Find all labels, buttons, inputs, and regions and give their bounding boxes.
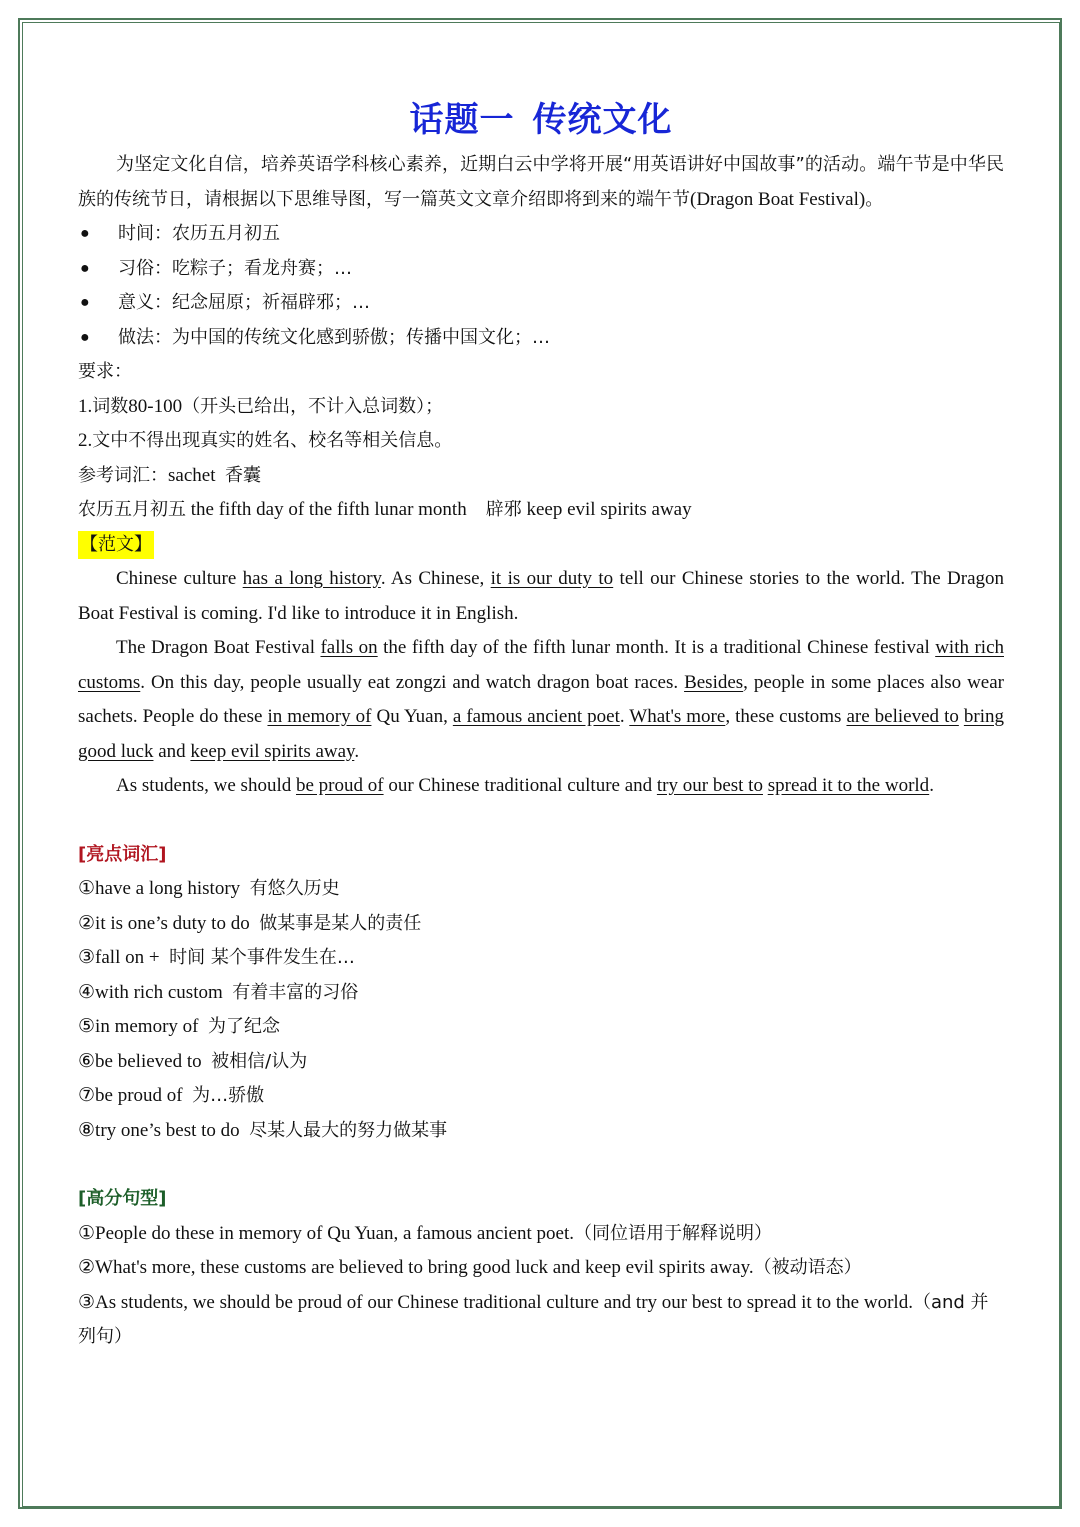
- essay-text: .: [929, 775, 934, 796]
- item-cn: 为…骄傲: [192, 1085, 265, 1106]
- vocab-cn: 农历五月初五: [78, 499, 186, 520]
- bullet-icon: ●: [80, 259, 90, 277]
- item-cn: （被动语态）: [753, 1257, 862, 1278]
- vocab-label: 参考词汇：: [78, 464, 168, 486]
- list-item: [78, 286, 1004, 321]
- title-part2: 传统文化: [532, 100, 673, 140]
- essay-highlight: bring good luck: [78, 706, 1004, 762]
- essay-text: As students, we should: [116, 775, 296, 796]
- intro-end: 。: [865, 188, 884, 210]
- item-en: in memory of: [95, 1016, 199, 1037]
- bullet-text: 意义：纪念屈原；祈福辟邪；…: [118, 292, 370, 313]
- list-item: [78, 976, 1004, 1011]
- title-part1: 话题一: [409, 100, 515, 140]
- item-number: ⑧: [78, 1119, 96, 1141]
- essay-text: the fifth day of the fifth lunar month. It is a traditional Chinese festival: [377, 637, 936, 658]
- page-title: [78, 98, 1004, 142]
- essay-text: Qu Yuan,: [371, 706, 453, 727]
- intro-english-term: (Dragon Boat Festival): [690, 188, 866, 210]
- essay-highlight: a famous ancient poet: [452, 706, 620, 727]
- item-cn: 做某事是某人的责任: [259, 912, 422, 934]
- item-en: it is one’s duty to do: [95, 912, 250, 934]
- essay-highlight: it is our duty to: [490, 568, 614, 589]
- vocab-en: the fifth day of the fifth lunar month: [190, 499, 467, 520]
- item-number: ③: [78, 1291, 96, 1313]
- highlights-heading: [亮点词汇]: [78, 843, 167, 865]
- essay-text: tell our Chinese stories to the world. The Dragon Boat Festival is coming. I'd like to introduce it in English.: [78, 568, 1005, 624]
- essay-highlight: with rich customs: [78, 637, 1004, 693]
- bullet-icon: ●: [80, 225, 90, 242]
- item-cn: 有着丰富的习俗: [232, 981, 359, 1003]
- item-cn: 时间 某个事件发生在…: [169, 947, 355, 968]
- bullet-text: 时间：农历五月初五: [118, 223, 280, 244]
- vocab-en: sachet: [168, 464, 216, 486]
- list-item: [78, 252, 1004, 287]
- req-num: 1.: [78, 395, 93, 417]
- essay-text: . On this day, people usually eat zongzi and watch dragon boat races.: [140, 671, 685, 693]
- item-en: What's more, these customs are believed to bring good luck and keep evil spirits away.: [95, 1257, 754, 1278]
- req-range: 80-100: [128, 395, 183, 417]
- requirement-item-1: [78, 390, 1004, 425]
- vocab-cn: 香囊: [224, 464, 261, 486]
- essay-text: our Chinese traditional culture and: [383, 775, 657, 796]
- essay-text: and: [153, 740, 191, 762]
- list-item: [78, 1079, 1004, 1114]
- essay-text: , people in some places also wear sachets. People do these: [78, 671, 1005, 727]
- essay-highlight: try our best to: [656, 775, 763, 796]
- sentences-heading: [高分句型]: [78, 1188, 167, 1209]
- sentences-list: [78, 1217, 1004, 1355]
- vocab-cn: 辟邪: [485, 499, 522, 520]
- list-item: [78, 872, 1004, 907]
- list-item: [78, 321, 1004, 356]
- list-item: [78, 1286, 1004, 1355]
- item-number: ②: [78, 912, 96, 934]
- essay-text: The Dragon Boat Festival: [116, 637, 321, 658]
- list-item: [78, 1251, 1004, 1286]
- essay-paragraph-2: [78, 631, 1004, 769]
- bullet-text: 做法：为中国的传统文化感到骄傲；传播中国文化；…: [118, 326, 550, 348]
- list-item: [78, 217, 1004, 252]
- bullet-icon: ●: [80, 294, 90, 311]
- bullet-list: [78, 217, 1004, 355]
- item-cn: （and 并列句）: [78, 1291, 989, 1347]
- item-number: ①: [78, 878, 96, 899]
- item-cn: 被相信/认为: [211, 1050, 308, 1072]
- model-essay: [78, 562, 1004, 804]
- item-en: try one’s best to do: [95, 1119, 240, 1141]
- bullet-icon: ●: [80, 328, 90, 346]
- vocab-line-2: [78, 493, 1004, 528]
- intro-text: 为坚定文化自信，培养英语学科核心素养，近期白云中学将开展“用英语讲好中国故事”的活动。端午节是中华民族的传统节日，请根据以下思维导图，写一篇英文文章介绍即将到来的端午节: [78, 154, 1004, 210]
- item-number: ②: [78, 1257, 96, 1278]
- item-number: ⑥: [78, 1050, 96, 1072]
- essay-highlight: be proud of: [295, 775, 384, 796]
- item-en: be proud of: [95, 1085, 183, 1106]
- item-en: be believed to: [95, 1050, 202, 1072]
- essay-highlight: spread it to the world: [767, 775, 930, 796]
- essay-highlight: are believed to: [846, 706, 959, 727]
- intro-paragraph: [78, 148, 1004, 217]
- essay-highlight: keep evil spirits away: [190, 740, 355, 762]
- requirements-heading: 要求：: [78, 361, 132, 382]
- essay-highlight: What's more: [629, 706, 726, 727]
- essay-text: Chinese culture: [116, 568, 243, 589]
- req-text: （开头已给出，不计入总词数）；: [182, 395, 444, 417]
- list-item: [78, 941, 1004, 976]
- req-text: 词数: [92, 395, 129, 417]
- list-item: [78, 1010, 1004, 1045]
- essay-paragraph-3: [78, 769, 1004, 804]
- list-item: [78, 907, 1004, 942]
- item-number: ⑤: [78, 1016, 96, 1037]
- item-number: ④: [78, 981, 96, 1003]
- list-item: [78, 1114, 1004, 1149]
- item-cn: 尽某人最大的努力做某事: [249, 1119, 448, 1141]
- essay-text: .: [354, 740, 360, 762]
- item-number: ③: [78, 947, 96, 968]
- item-cn: 有悠久历史: [249, 878, 340, 899]
- essay-paragraph-1: [78, 562, 1004, 631]
- req-text: 文中不得出现真实的姓名、校名等相关信息。: [92, 430, 453, 451]
- essay-highlight: in memory of: [267, 706, 372, 727]
- item-en: with rich custom: [95, 981, 223, 1003]
- list-item: [78, 1045, 1004, 1080]
- vocab-en: keep evil spirits away: [526, 499, 692, 520]
- essay-text: . As Chinese,: [380, 568, 491, 589]
- bullet-text: 习俗：吃粽子；看龙舟赛；…: [118, 257, 352, 279]
- item-en: have a long history: [95, 878, 241, 899]
- essay-highlight: falls on: [320, 637, 378, 658]
- highlights-list: [78, 872, 1004, 1148]
- document-page: [78, 98, 1004, 1355]
- item-number: ⑦: [78, 1085, 96, 1106]
- item-cn: （同位语用于解释说明）: [573, 1222, 772, 1244]
- item-en: As students, we should be proud of our Chinese traditional culture and try our best to spread it to the world.: [95, 1291, 913, 1313]
- essay-highlight: Besides: [684, 671, 744, 693]
- list-item: [78, 1217, 1004, 1252]
- model-essay-tag: 【范文】: [78, 531, 154, 559]
- vocab-line-1: [78, 459, 1004, 494]
- item-en: fall on +: [95, 947, 160, 968]
- item-number: ①: [78, 1222, 96, 1244]
- model-essay-tag-line: [78, 528, 1004, 563]
- req-num: 2.: [78, 430, 93, 451]
- essay-text: , these customs: [725, 706, 847, 727]
- essay-highlight: has a long history: [242, 568, 381, 589]
- item-en: People do these in memory of Qu Yuan, a famous ancient poet.: [95, 1222, 574, 1244]
- requirement-item-2: [78, 424, 1004, 459]
- item-cn: 为了纪念: [207, 1016, 280, 1037]
- essay-text: .: [619, 706, 630, 727]
